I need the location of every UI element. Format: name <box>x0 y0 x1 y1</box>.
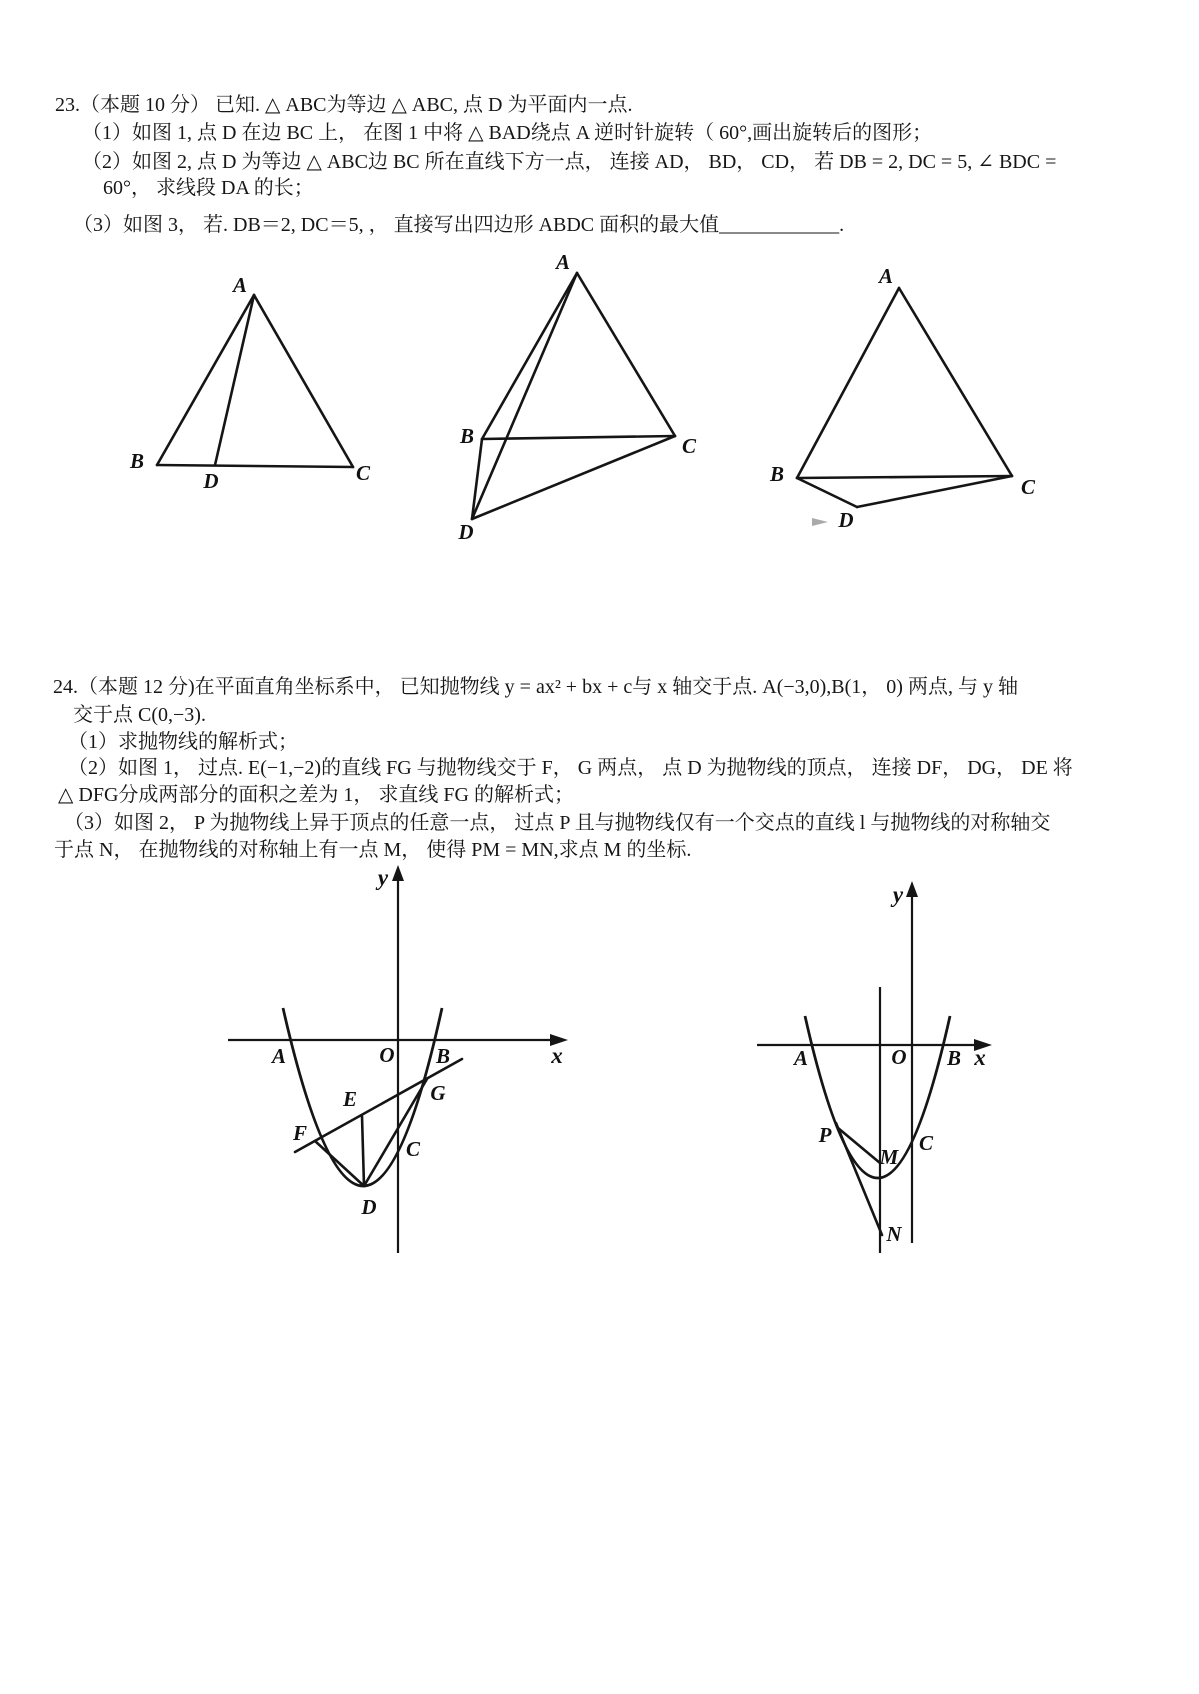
g2-label-B: B <box>946 1046 962 1070</box>
p23-line-5: （3）如图 3， 若. DB＝2, DC＝5, ， 直接写出四边形 ABDC 面积的最大值____________. <box>73 214 845 236</box>
fig1-label-B: B <box>129 449 145 473</box>
fig3-label-A: A <box>878 264 894 288</box>
g2-label-y: y <box>892 882 904 907</box>
p24-line-1: 24.（本题 12 分)在平面直角坐标系中， 已知抛物线 y = ax² + bx + c与 x 轴交于点. A(−3,0),B(1， 0) 两点, 与 y 轴 <box>53 676 1018 698</box>
g1-segment-DF <box>315 1141 364 1186</box>
g1-label-C: C <box>405 1137 421 1161</box>
g1-label-D: D <box>361 1195 377 1219</box>
p24-line-3: （1）求抛物线的解析式； <box>68 731 298 753</box>
fig1-label-A: A <box>232 273 248 297</box>
p24-line-2: 交于点 C(0,−3). <box>73 704 206 726</box>
g1-label-y: y <box>377 865 389 890</box>
fig2-label-C: C <box>681 434 697 458</box>
p23-figure-3 <box>720 250 1060 540</box>
fig3-segment-BC <box>797 476 1012 478</box>
g2-label-O: O <box>891 1045 907 1069</box>
p23-line-2: （1）如图 1, 点 D 在边 BC 上， 在图 1 中将 △ BAD绕点 A 逆时针旋转（ 60°,画出旋转后的图形； <box>82 122 933 144</box>
fig3-segment-AB <box>797 288 899 478</box>
p23-line-4: 60°， 求线段 DA 的长； <box>103 177 314 199</box>
g1-label-B: B <box>435 1044 451 1068</box>
g2-y-axis-arrowhead <box>906 881 918 897</box>
p24-line-6: （3）如图 2， P 为抛物线上异于顶点的任意一点， 过点 P 且与抛物线仅有一个交点的直线 l 与抛物线的对称轴交 <box>64 812 1051 834</box>
fig1-segment-AD <box>215 295 254 465</box>
fig3-label-C: C <box>1020 475 1036 499</box>
fig1-segment-BC <box>157 465 353 467</box>
g1-label-F: F <box>292 1121 308 1145</box>
fig2-segment-AC <box>577 273 675 436</box>
g1-segment-DE <box>362 1116 364 1186</box>
g1-label-G: G <box>430 1081 446 1105</box>
g2-label-C: C <box>918 1131 934 1155</box>
fig1-segment-AC <box>254 295 353 467</box>
fig1-label-D: D <box>203 469 219 493</box>
fig3-label-B: B <box>769 462 785 486</box>
p23-figure-1 <box>120 250 390 500</box>
fig3-segment-BD <box>797 478 857 507</box>
fig2-segment-AB <box>482 273 577 439</box>
fig3-segment-DC <box>857 476 1012 507</box>
p24-graph-2 <box>740 855 1010 1275</box>
g1-label-A: A <box>271 1044 287 1068</box>
p24-graph-1 <box>190 855 580 1265</box>
scan-artifact-arrow <box>812 518 828 526</box>
p24-line-7: 于点 N， 在抛物线的对称轴上有一点 M， 使得 PM = MN,求点 M 的坐标. <box>54 839 692 861</box>
fig1-label-C: C <box>355 461 371 485</box>
fig3-label-D: D <box>838 508 854 532</box>
g2-label-x: x <box>974 1045 986 1070</box>
g2-label-P: P <box>818 1123 832 1147</box>
fig3-segment-AC <box>899 288 1012 476</box>
p24-line-4: （2）如图 1， 过点. E(−1,−2)的直线 FG 与抛物线交于 F， G 两点， 点 D 为抛物线的顶点， 连接 DF， DG， DE 将 <box>68 757 1073 779</box>
g1-y-axis-arrowhead <box>392 865 404 881</box>
fig2-label-A: A <box>555 250 571 274</box>
fig2-label-B: B <box>459 424 475 448</box>
g2-label-A: A <box>793 1046 809 1070</box>
p23-line-1: 23.（本题 10 分） 已知. △ ABC为等边 △ ABC, 点 D 为平面内一点. <box>55 94 633 116</box>
p24-line-5: △ DFG分成两部分的面积之差为 1， 求直线 FG 的解析式； <box>58 784 574 806</box>
g1-line-FG <box>295 1059 462 1152</box>
g2-label-N: N <box>886 1222 902 1246</box>
fig2-label-D: D <box>458 520 474 544</box>
fig1-segment-AB <box>157 295 254 465</box>
p23-line-3: （2）如图 2, 点 D 为等边 △ ABC边 BC 所在直线下方一点， 连接 AD， BD， CD， 若 DB = 2, DC = 5, ∠ BDC = <box>82 151 1057 173</box>
p23-figure-2 <box>420 250 710 550</box>
fig2-segment-BC <box>482 436 675 439</box>
g1-label-O: O <box>379 1043 395 1067</box>
g1-label-E: E <box>342 1087 358 1111</box>
g1-label-x: x <box>551 1043 563 1068</box>
g2-label-M: M <box>879 1145 899 1169</box>
